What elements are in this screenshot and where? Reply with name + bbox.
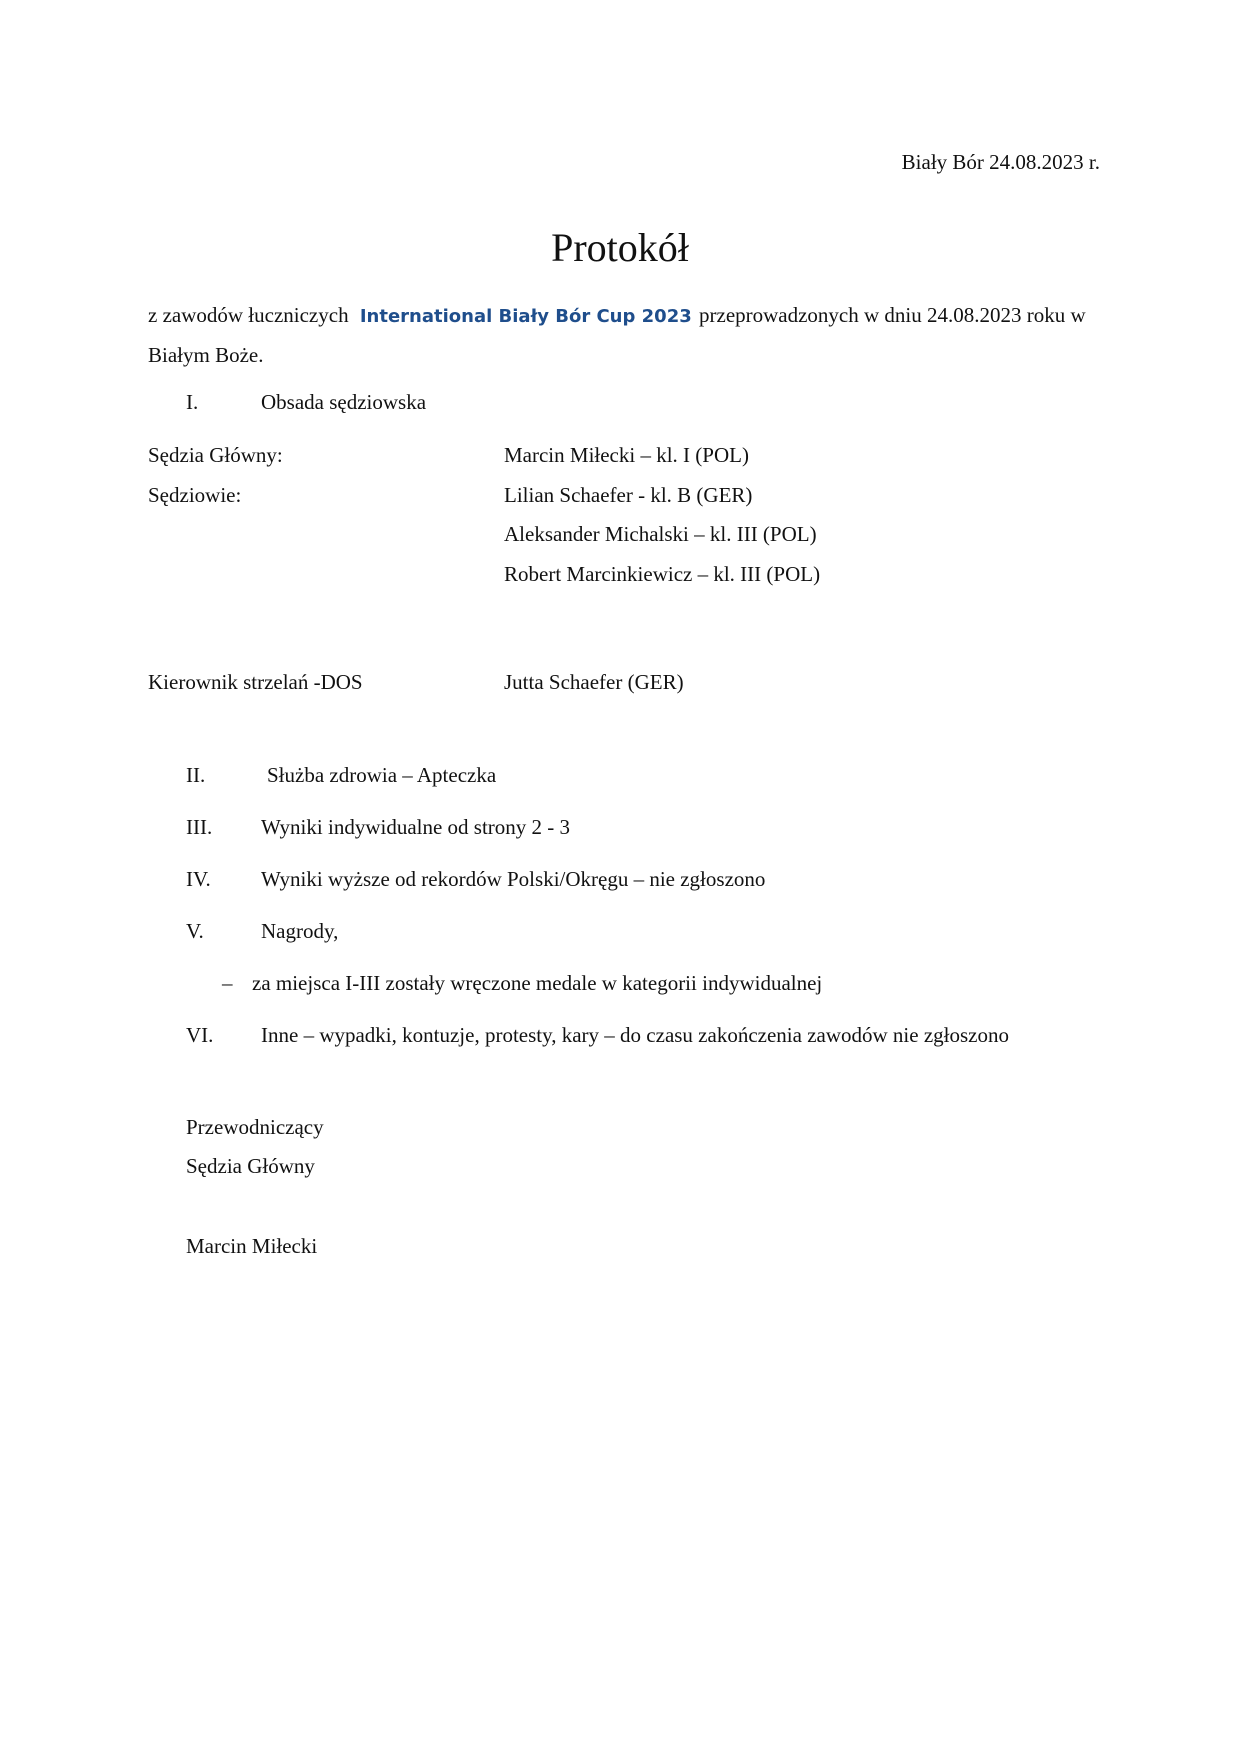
awards-bullet-text: za miejsca I-III zostały wręczone medale w kategorii indywidualnej: [252, 971, 823, 995]
intro-paragraph: [148, 296, 1088, 375]
document-title: Protokół: [551, 225, 689, 270]
section-5-text: Nagrody,: [261, 919, 339, 943]
section-2-numeral: II.: [186, 763, 206, 787]
signature-name: Marcin Miłecki: [186, 1234, 318, 1258]
intro-text-before: z zawodów łuczniczych: [148, 303, 349, 327]
place-date: Biały Bór 24.08.2023 r.: [901, 150, 1100, 174]
section-4-numeral: IV.: [186, 867, 211, 891]
judge-item: Lilian Schaefer - kl. B (GER): [504, 483, 753, 507]
section-2-text: Służba zdrowia – Apteczka: [267, 763, 497, 787]
dos-label: Kierownik strzelań -DOS: [148, 670, 363, 694]
awards-bullet-marker: –: [222, 971, 233, 995]
judges-label: Sędziowie:: [148, 483, 242, 507]
signature-role-chair: Przewodniczący: [186, 1115, 324, 1139]
judge-item: Aleksander Michalski – kl. III (POL): [504, 522, 817, 546]
section-6-numeral: VI.: [186, 1023, 214, 1047]
section-1-title: Obsada sędziowska: [261, 390, 427, 414]
judge-item: Robert Marcinkiewicz – kl. III (POL): [504, 562, 821, 586]
section-4-text: Wyniki wyższe od rekordów Polski/Okręgu – nie zgłoszono: [261, 867, 766, 891]
section-6-text: Inne – wypadki, kontuzje, protesty, kary – do czasu zakończenia zawodów nie zgłoszono: [261, 1023, 1009, 1047]
section-1-numeral: I.: [186, 390, 199, 414]
signature-role-judge: Sędzia Główny: [186, 1154, 315, 1178]
event-name: International Biały Bór Cup 2023: [359, 306, 692, 327]
chief-judge-label: Sędzia Główny:: [148, 443, 283, 467]
chief-judge-name: Marcin Miłecki – kl. I (POL): [504, 443, 749, 467]
section-3-text: Wyniki indywidualne od strony 2 - 3: [261, 815, 571, 839]
intro-text-after: przeprowadzonych w dniu 24.08.2023 roku w Białym Boże.: [148, 303, 1086, 367]
section-5-numeral: V.: [186, 919, 204, 943]
section-3-numeral: III.: [186, 815, 213, 839]
dos-name: Jutta Schaefer (GER): [504, 670, 684, 694]
